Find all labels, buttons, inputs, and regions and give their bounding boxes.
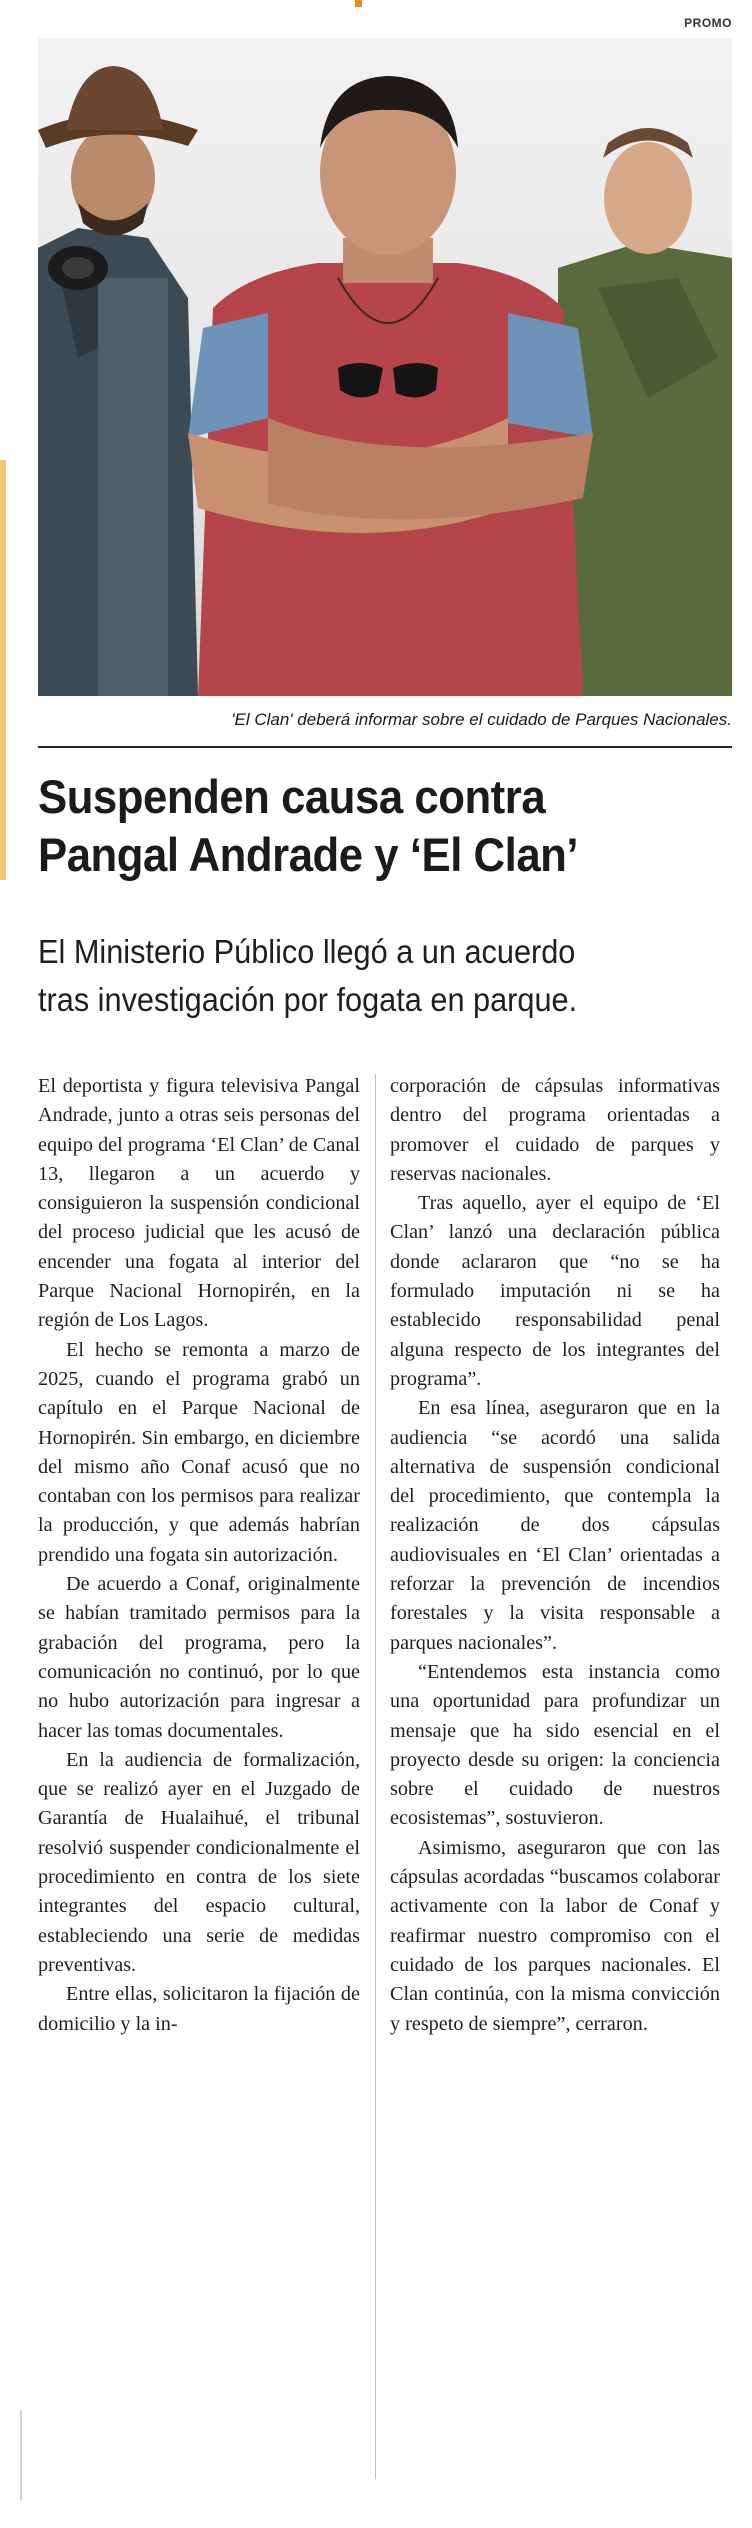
paragraph: De acuerdo a Conaf, originalmente se habían tramitado permisos para la grabación del programa, pero la comunicación no continuó, por lo que no hubo autorización para ingresar a hacer las tomas documentales.	[38, 1573, 360, 1742]
photo-caption: 'El Clan' deberá informar sobre el cuidado de Parques Nacionales.	[231, 710, 732, 729]
three-men-illustration	[38, 38, 732, 696]
paragraph: corporación de cápsulas informativas dentro del programa orientadas a promover el cuidado de parques y reservas nacionales.	[390, 1075, 720, 1185]
subheadline	[38, 928, 689, 1024]
article-photo	[38, 38, 732, 696]
paragraph: “Entendemos esta instancia como una oportunidad para profundizar un mensaje que ha sido esencial en el proyecto desde su origen: la conciencia sobre el cuidado de nuestros ecosistemas”, sostuvieron.	[390, 1660, 720, 1830]
photo-scene	[38, 38, 732, 696]
column-divider	[375, 1074, 376, 2479]
subheadline-line-2: tras investigación por fogata en parque.	[38, 981, 578, 1018]
paragraph: El hecho se remonta a marzo de 2025, cuando el programa grabó un capítulo en el Parque Nacional de Hornopirén. Sin embargo, en diciembre del mismo año Conaf acusó que no contaban con los permisos para realizar la producción, y que además habrían prendido una fogata sin autorización.	[38, 1338, 360, 1566]
margin-rule	[20, 2410, 22, 2500]
headline-line-1: Suspenden causa contra	[38, 770, 546, 823]
paragraph: Entre ellas, solicitaron la fijación de domicilio y la in-	[38, 1983, 360, 2035]
headline-line-2: Pangal Andrade y ‘El Clan’	[38, 828, 579, 881]
caption-divider	[38, 746, 732, 748]
headline	[38, 768, 683, 884]
paragraph: En la audiencia de formalización, que se realizó ayer en el Juzgado de Garantía de Hualaihué, el tribunal resolvió suspender condicionalmente el procedimiento en contra de los siete integrantes del espacio cultural, estableciendo una serie de medidas preventivas.	[38, 1748, 360, 1976]
subheadline-line-1: El Ministerio Público llegó a un acuerdo	[38, 933, 576, 970]
paragraph: El deportista y figura televisiva Pangal Andrade, junto a otras seis personas del equipo del programa ‘El Clan’ de Canal 13, llegaron a un acuerdo y consiguieron la suspensión condicional del proceso judicial que les acusó de encender una fogata al interior del Parque Nacional Hornopirén, en la región de Los Lagos.	[38, 1075, 360, 1332]
article-column-right	[390, 1072, 720, 2039]
paragraph: Tras aquello, ayer el equipo de ‘El Clan’ lanzó una declaración pública donde aclararon que “no se ha formulado imputación ni se ha establecido responsabilidad penal alguna respecto de los integrantes del programa”.	[390, 1192, 720, 1390]
paragraph: Asimismo, aseguraron que con las cápsulas acordadas “buscamos colaborar activamente con la labor de Conaf y reafirmar nuestro compromiso con el cuidado de los parques nacionales. El Clan continúa, con la misma convicción y respeto de siempre”, cerraron.	[390, 1836, 720, 2035]
section-color-tick	[355, 0, 362, 7]
section-label: PROMO	[684, 16, 732, 30]
page-edge-bar	[0, 460, 6, 880]
paragraph: En esa línea, aseguraron que en la audiencia “se acordó una salida alternativa de suspensión condicional del procedimiento, que contempla la realización de dos cápsulas audiovisuales en ‘El Clan’ orientadas a reforzar la prevención de incendios forestales y la visita responsable a parques nacionales”.	[390, 1397, 720, 1654]
article-column-left	[38, 1072, 360, 2039]
